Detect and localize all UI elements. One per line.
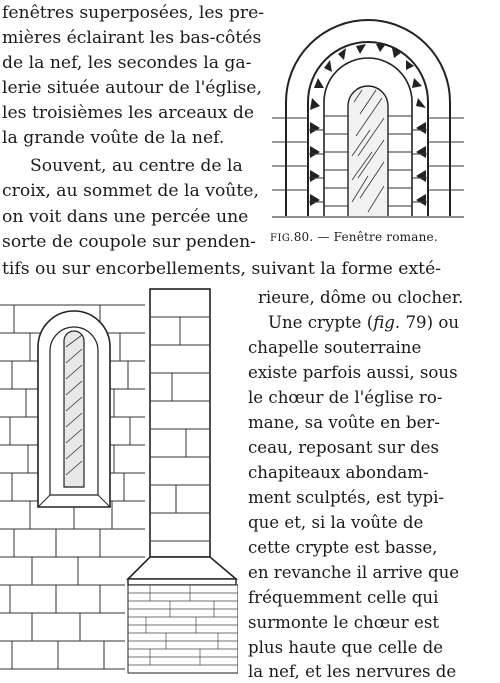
text-line-r11: cette crypte est basse, [248,538,438,557]
text-line-r9: ment sculptés, est typi- [248,488,445,507]
text-line-r2: Une crypte (fig. 79) ou [268,313,460,332]
text-line-3: de la nef, les secondes la ga- [2,53,252,73]
text-line-r15: plus haute que celle de [248,638,444,657]
text-line-r8: chapiteaux abondam- [248,463,429,482]
text-line-5: les troisièmes les arceaux de [2,103,255,123]
text-line-2: mières éclairant les bas-côtés [2,28,262,48]
text-line-r4: existe parfois aussi, sous [248,363,458,382]
text-line-r1: rieure, dôme ou clocher. [258,288,464,307]
text-line-1: fenêtres superposées, les pre- [2,3,265,23]
text-line-r7: ceau, reposant sur des [248,438,440,457]
text-line-6: la grande voûte de la nef. [2,128,225,148]
text-line-r10: que et, si la voûte de [248,513,424,532]
text-line-r13: fréquemment celle qui [248,588,439,607]
text-line-r6: mane, sa voûte en ber- [248,413,440,432]
text-line-r16: la nef, et les nervures de [248,662,457,681]
text-line-r3: chapelle souterraine [248,338,422,357]
text-line-r12: en revanche il arrive que [248,563,460,582]
window-and-pillar-figure [0,287,238,676]
text-line-9: on voit dans une percée une [2,207,249,227]
romanesque-window-figure [272,6,464,218]
figure-caption: FIG.80. — Fenêtre romane. [270,230,438,244]
text-line-r14: surmonte le chœur est [248,613,439,632]
text-line-10: sorte de coupole sur penden- [2,232,256,252]
text-line-7: Souvent, au centre de la [30,156,243,176]
text-line-4: lerie située autour de l'église, [2,78,262,98]
text-line-8: croix, au sommet de la voûte, [2,181,259,201]
text-line-full: tifs ou sur encorbellements, suivant la forme exté- [2,259,442,279]
text-line-r5: le chœur de l'église ro- [248,388,443,407]
